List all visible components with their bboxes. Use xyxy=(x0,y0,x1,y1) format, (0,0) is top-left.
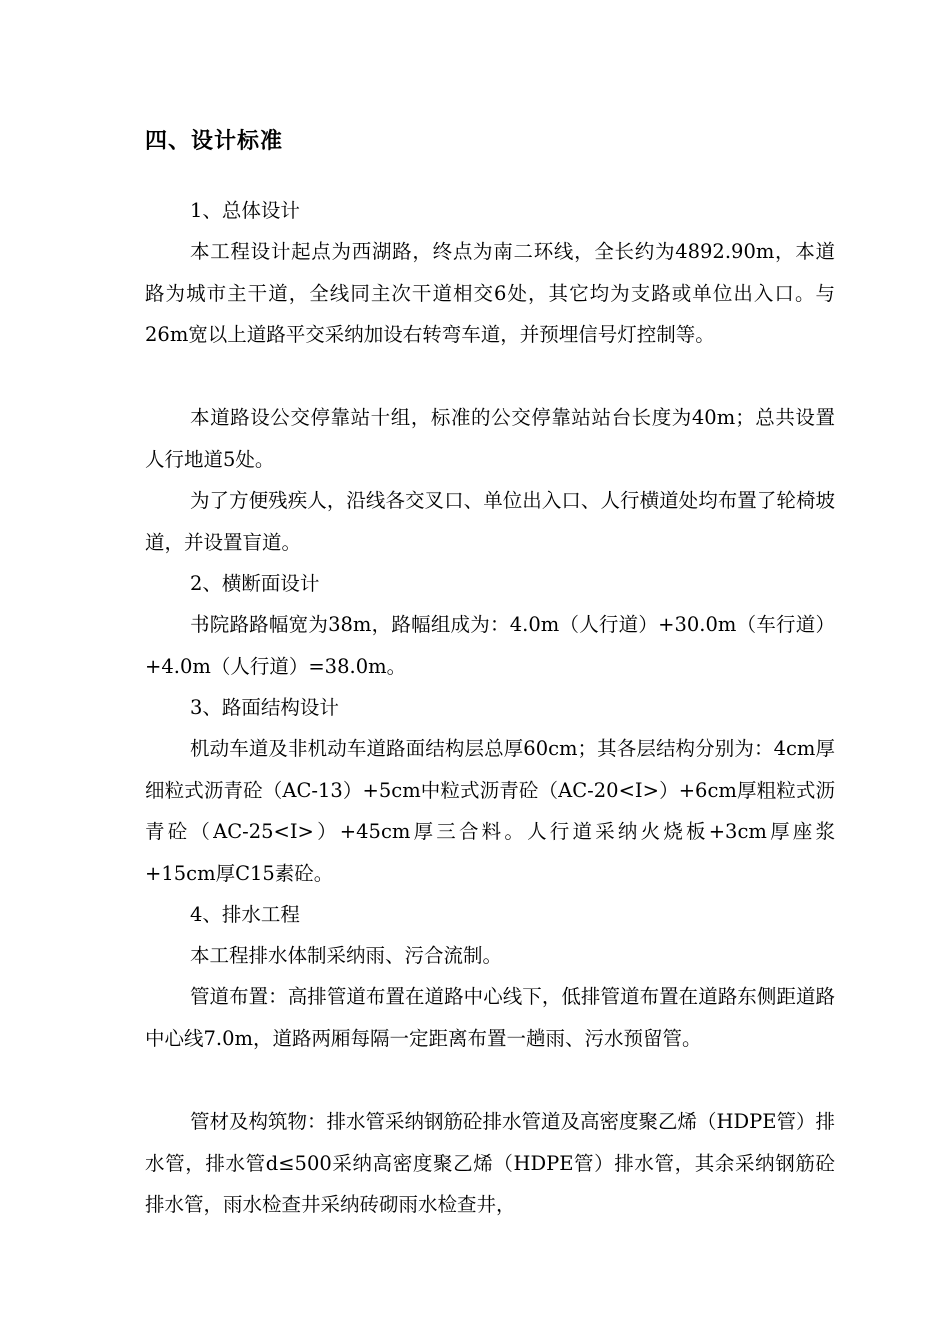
paragraph-cross-section: 书院路路幅宽为38m，路幅组成为：4.0m（人行道）+30.0m（车行道）+4.0m（人行道）=38.0m。 xyxy=(145,613,835,678)
paragraph-accessibility: 为了方便残疾人，沿线各交叉口、单位出入口、人行横道处均布置了轮椅坡道，并设置盲道。 xyxy=(145,489,835,554)
subsection-title-cross-section: 2、横断面设计 xyxy=(190,572,320,595)
paragraph-bus-stops: 本道路设公交停靠站十组，标准的公交停靠站站台长度为40m；总共设置人行地道5处。 xyxy=(145,406,835,471)
subsection-title-overall: 1、总体设计 xyxy=(190,199,300,222)
paragraph-pipe-layout: 管道布置：高排管道布置在道路中心线下，低排管道布置在道路东侧距道路中心线7.0m，道路两厢每隔一定距离布置一趟雨、污水预留管。 xyxy=(145,985,835,1050)
subsection-title-pavement: 3、路面结构设计 xyxy=(190,696,339,719)
section-heading: 四、设计标准 xyxy=(145,128,284,154)
subsection-title-drainage: 4、排水工程 xyxy=(190,903,300,926)
paragraph-pavement-structure: 机动车道及非机动车道路面结构层总厚60cm；其各层结构分别为：4cm厚细粒式沥青砼（AC-13）+5cm中粒式沥青砼（AC-20<I>）+6cm厚粗粒式沥青砼（AC-25<I>）+45cm厚三合料。人行道采纳火烧板+3cm厚座浆+15cm厚C15素砼。 xyxy=(145,737,835,885)
paragraph-pipe-materials: 管材及构筑物：排水管采纳钢筋砼排水管道及高密度聚乙烯（HDPE管）排水管，排水管d≤500采纳高密度聚乙烯（HDPE管）排水管，其余采纳钢筋砼排水管，雨水检查井采纳砖砌雨水检查井， xyxy=(145,1110,835,1216)
paragraph-drainage-system: 本工程排水体制采纳雨、污合流制。 xyxy=(190,944,503,967)
paragraph-overall-scope: 本工程设计起点为西湖路，终点为南二环线，全长约为4892.90m，本道路为城市主干道，全线同主次干道相交6处，其它均为支路或单位出入口。与26m宽以上道路平交采纳加设右转弯车道，并预埋信号灯控制等。 xyxy=(145,240,835,346)
